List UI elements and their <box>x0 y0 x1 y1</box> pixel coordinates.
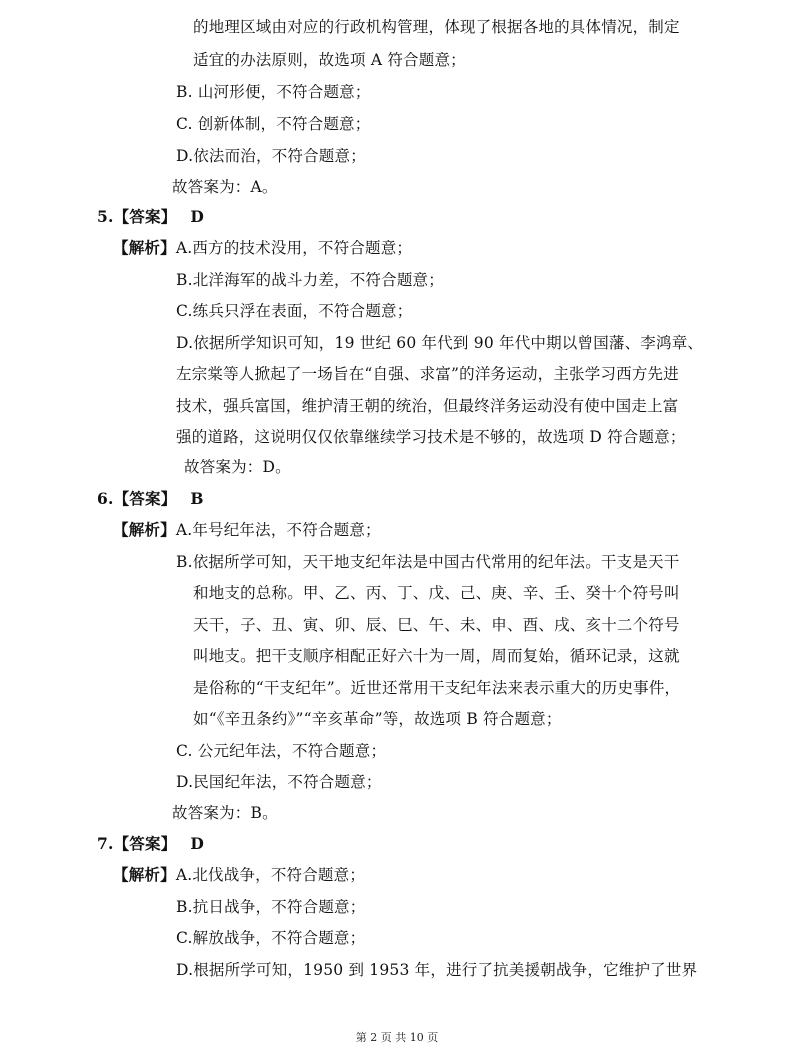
q4-text-line-2: 适宜的办法原则，故选项 A 符合题意； <box>193 51 466 69</box>
q7-analysis-label: 【解析】 <box>113 866 176 884</box>
q6-option-b-line-1: B.依据所学可知，天干地支纪年法是中国古代常用的纪年法。干支是天干 <box>176 553 680 571</box>
q6-option-b-line-2: 和地支的总称。甲、乙、丙、丁、戊、己、庚、辛、壬、癸十个符号叫 <box>193 584 680 602</box>
q5-option-d-line-3: 技术，强兵富国，维护清王朝的统治，但最终洋务运动没有使中国走上富 <box>176 397 679 415</box>
q6-option-c: C. 公元纪年法，不符合题意； <box>176 742 387 760</box>
q7-option-c: C.解放战争，不符合题意； <box>176 929 366 947</box>
q6-answer-label: 【答案】 <box>113 490 177 508</box>
q5-option-b: B.北洋海军的战斗力差，不符合题意； <box>176 271 444 289</box>
q4-conclusion: 故答案为：A。 <box>172 178 278 196</box>
q5-number: 5. <box>97 207 114 226</box>
q7-answer-heading <box>97 834 204 854</box>
q7-number: 7. <box>97 834 114 853</box>
q5-option-d-line-4: 强的道路，这说明仅仅依靠继续学习技术是不够的，故选项 D 符合题意； <box>176 428 686 446</box>
q7-answer-label: 【答案】 <box>113 835 177 853</box>
q7-option-d-line-1: D.根据所学可知，1950 到 1953 年，进行了抗美援朝战争，它维护了世界 <box>176 961 698 979</box>
q6-analysis-line <box>113 520 381 540</box>
q6-option-a: A.年号纪年法，不符合题意； <box>175 521 381 539</box>
q5-analysis-line <box>113 238 412 258</box>
q7-answer-letter: D <box>190 834 205 853</box>
q6-conclusion: 故答案为：B。 <box>172 804 278 822</box>
q5-conclusion: 故答案为：D。 <box>184 458 291 476</box>
q6-option-b-line-4: 叫地支。把干支顺序相配正好六十为一周，周而复始，循环记录，这就 <box>193 647 680 665</box>
q5-option-c: C.练兵只浮在表面，不符合题意； <box>176 302 413 320</box>
q5-option-a: A.西方的技术没用，不符合题意； <box>175 239 413 257</box>
q4-option-d: D.依法而治，不符合题意； <box>176 147 366 165</box>
q5-answer-heading <box>97 207 204 227</box>
q5-answer-letter: D <box>190 207 205 226</box>
q6-answer-letter: B <box>190 489 204 508</box>
q7-analysis-line <box>113 865 365 885</box>
q7-option-b: B.抗日战争，不符合题意； <box>176 898 366 916</box>
q6-answer-heading <box>97 489 204 509</box>
q4-option-b: B. 山河形便，不符合题意； <box>176 83 371 101</box>
q6-option-b-line-3: 天干，子、丑、寅、卯、辰、巳、午、未、申、酉、戌、亥十二个符号 <box>193 616 680 634</box>
q6-option-d: D.民国纪年法，不符合题意； <box>176 773 382 791</box>
q6-option-b-line-5: 是俗称的“干支纪年”。近世还常用干支纪年法来表示重大的历史事件， <box>193 679 681 697</box>
q5-option-d-line-1: D.依据所学知识可知，19 世纪 60 年代到 90 年代中期以曾国藩、李鸿章、 <box>176 334 704 352</box>
page-footer: 第 2 页 共 10 页 <box>355 1031 439 1044</box>
q4-option-c: C. 创新体制，不符合题意； <box>176 115 371 133</box>
q6-number: 6. <box>97 489 114 508</box>
q5-analysis-label: 【解析】 <box>113 239 176 257</box>
q6-analysis-label: 【解析】 <box>113 521 176 539</box>
q7-option-a: A.北伐战争，不符合题意； <box>175 866 366 884</box>
q5-answer-label: 【答案】 <box>113 208 177 226</box>
q4-text-line-1: 的地理区域由对应的行政机构管理，体现了根据各地的具体情况，制定 <box>193 18 680 36</box>
q5-option-d-line-2: 左宗棠等人掀起了一场旨在“自强、求富”的洋务运动，主张学习西方先进 <box>176 365 679 383</box>
q6-option-b-line-6: 如“《辛丑条约》”“辛亥革命”等，故选项 B 符合题意； <box>193 710 562 728</box>
